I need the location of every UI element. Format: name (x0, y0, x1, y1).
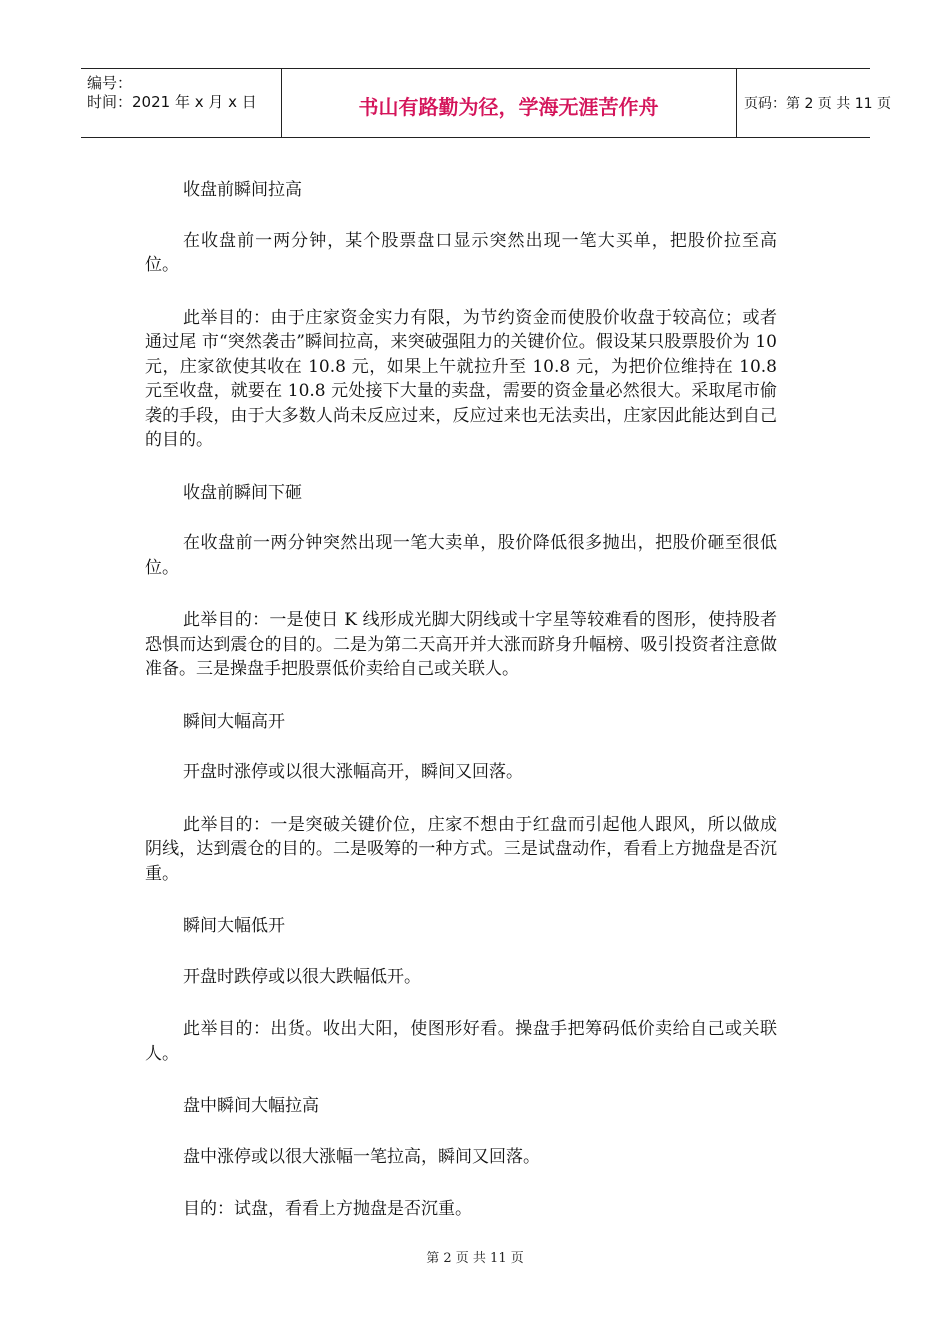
body-paragraph: 此举目的：由于庄家资金实力有限，为节约资金而使股价收盘于较高位；或者通过尾 市“突然袭击”瞬间拉高，来突破强阻力的关键价位。假设某只股票股价为 10 元，庄家欲使其收在 10.8 元，如果上午就拉升至 10.8 元，为把价位维持在 10.8 元至收盘，就要在 10.8 元处接下大量的卖盘，需要的资金量必然很大。采取尾市偷袭的手段，由于大多数人尚未反应过来，反应过来也无法卖出，庄家因此能达到自己的目的。 (145, 307, 777, 450)
page-header (81, 68, 891, 138)
body-paragraph: 在收盘前一两分钟突然出现一笔大卖单，股价降低很多抛出，把股价砸至很低位。 (145, 533, 777, 578)
header-motto-cell (281, 69, 737, 137)
header-motto: 书山有路勤为径，学海无涯苦作舟 (358, 95, 659, 119)
document-body (145, 178, 777, 1250)
body-paragraph: 此举目的：一是使日 K 线形成光脚大阴线或十字星等较难看的图形，使持股者恐惧而达到震仓的目的。二是为第二天高开并大涨而跻身升幅榜、吸引投资者注意做准备。三是操盘手把股票低价卖给自己或关联人。 (145, 610, 777, 679)
body-paragraph: 目的：试盘，看看上方抛盘是否沉重。 (183, 1199, 472, 1219)
body-paragraph: 开盘时跌停或以很大跌幅低开。 (183, 966, 421, 987)
section-heading: 瞬间大幅低开 (183, 916, 285, 936)
section-heading: 收盘前瞬间拉高 (183, 180, 302, 200)
body-paragraph: 盘中涨停或以很大涨幅一笔拉高，瞬间又回落。 (183, 1146, 540, 1167)
body-paragraph: 在收盘前一两分钟，某个股票盘口显示突然出现一笔大买单，把股价拉至高位。 (145, 230, 777, 275)
header-page-cell (736, 69, 891, 137)
header-info-cell (81, 69, 282, 137)
body-paragraph: 此举目的：一是突破关键价位，庄家不想由于红盘而引起他人跟风，所以做成阴线，达到震仓的目的。二是吸筹的一种方式。三是试盘动作，看看上方抛盘是否沉重。 (145, 814, 777, 884)
section-heading: 收盘前瞬间下砸 (183, 482, 302, 503)
body-paragraph: 此举目的：出货。收出大阳，使图形好看。操盘手把筹码低价卖给自己或关联人。 (145, 1019, 777, 1064)
section-heading: 瞬间大幅高开 (183, 711, 285, 732)
document-number-label: 编号： (87, 74, 133, 92)
page-footer: 第 2 页 共 11 页 (426, 1251, 524, 1266)
header-page-code: 页码：第 2 页 共 11 页 (744, 96, 891, 112)
body-paragraph: 开盘时涨停或以很大涨幅高开，瞬间又回落。 (183, 762, 523, 782)
section-heading: 盘中瞬间大幅拉高 (183, 1096, 319, 1116)
document-time-label: 时间：2021 年 x 月 x 日 (87, 93, 257, 111)
